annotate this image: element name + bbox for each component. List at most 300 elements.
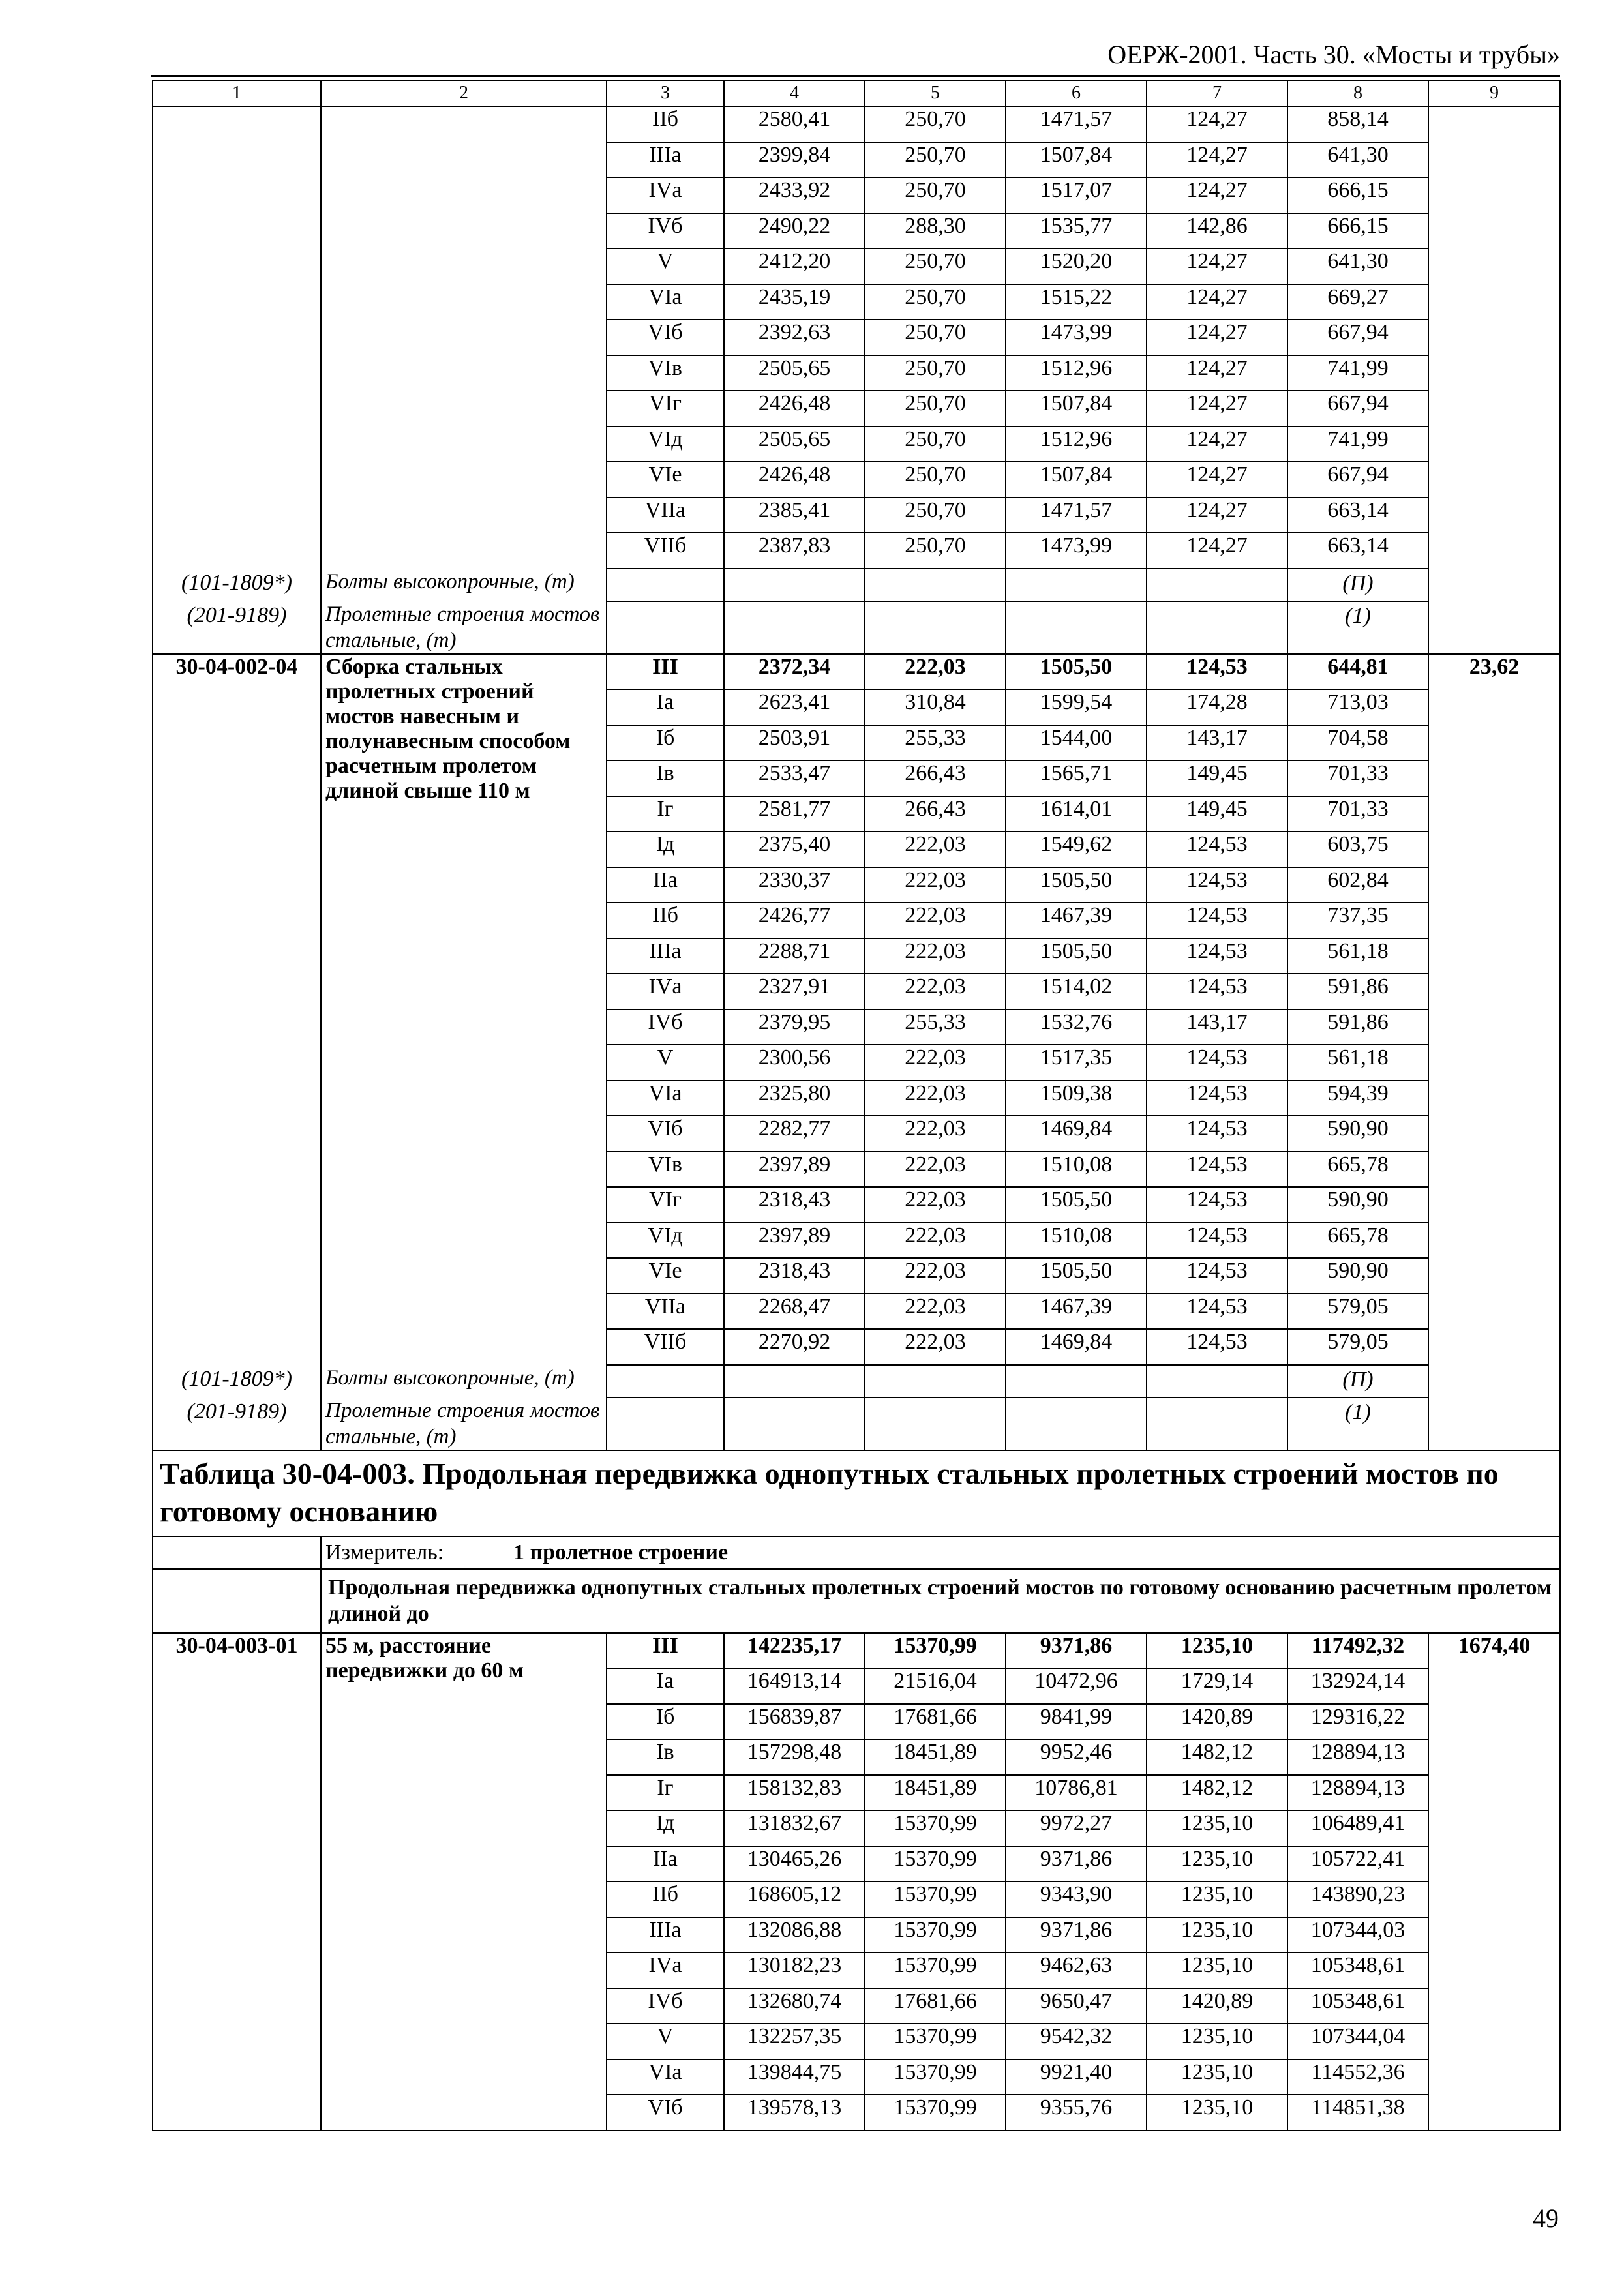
machinists-wages: 124,53 bbox=[1147, 1116, 1287, 1152]
wages: 250,70 bbox=[865, 355, 1006, 391]
total-cost: 2581,77 bbox=[724, 796, 865, 832]
total-cost: 2282,77 bbox=[724, 1116, 865, 1152]
materials: 590,90 bbox=[1287, 1187, 1428, 1223]
machines-operation: 1507,84 bbox=[1006, 142, 1147, 178]
materials: 132924,14 bbox=[1287, 1668, 1428, 1704]
materials: 701,33 bbox=[1287, 796, 1428, 832]
machinists-wages: 1729,14 bbox=[1147, 1668, 1287, 1704]
price-region: VIд bbox=[607, 426, 724, 462]
machines-operation: 1473,99 bbox=[1006, 320, 1147, 355]
price-region: Iд bbox=[607, 1810, 724, 1846]
column-number-7: 7 bbox=[1147, 80, 1287, 106]
wages: 222,03 bbox=[865, 1258, 1006, 1294]
machines-operation: 1544,00 bbox=[1006, 725, 1147, 761]
materials: 641,30 bbox=[1287, 142, 1428, 178]
machines-operation: 1507,84 bbox=[1006, 462, 1147, 498]
price-region: Iв bbox=[607, 1739, 724, 1775]
resource-name: Болты высокопрочные, (т) bbox=[321, 1365, 607, 1398]
machines-operation: 1614,01 bbox=[1006, 796, 1147, 832]
machinists-wages: 124,53 bbox=[1147, 1152, 1287, 1188]
page-number: 49 bbox=[1533, 2204, 1559, 2233]
materials: 641,30 bbox=[1287, 248, 1428, 284]
wages: 21516,04 bbox=[865, 1668, 1006, 1704]
machines-operation: 1510,08 bbox=[1006, 1223, 1147, 1259]
wages: 15370,99 bbox=[865, 1917, 1006, 1953]
labor-cost: 1674,40 bbox=[1428, 1633, 1560, 2131]
total-cost: 2385,41 bbox=[724, 498, 865, 533]
empty-cell bbox=[865, 569, 1006, 601]
price-region: IIб bbox=[607, 1881, 724, 1917]
wages: 18451,89 bbox=[865, 1739, 1006, 1775]
machines-operation: 9650,47 bbox=[1006, 1988, 1147, 2024]
machines-operation: 10472,96 bbox=[1006, 1668, 1147, 1704]
wages: 222,03 bbox=[865, 831, 1006, 867]
price-region: VIв bbox=[607, 355, 724, 391]
total-cost: 2623,41 bbox=[724, 689, 865, 725]
running-header: ОЕРЖ-2001. Часть 30. «Мосты и трубы» bbox=[1107, 40, 1560, 69]
machines-operation: 1471,57 bbox=[1006, 498, 1147, 533]
resource-ref-row bbox=[153, 569, 1560, 601]
price-region: IVб bbox=[607, 213, 724, 249]
machines-operation: 1505,50 bbox=[1006, 1187, 1147, 1223]
table-row bbox=[153, 106, 1560, 142]
total-cost: 2505,65 bbox=[724, 426, 865, 462]
total-cost: 158132,83 bbox=[724, 1775, 865, 1811]
total-cost: 164913,14 bbox=[724, 1668, 865, 1704]
column-number-3: 3 bbox=[607, 80, 724, 106]
price-region: V bbox=[607, 1045, 724, 1081]
materials: 117492,32 bbox=[1287, 1633, 1428, 1669]
materials: 602,84 bbox=[1287, 867, 1428, 903]
machines-operation: 9355,76 bbox=[1006, 2095, 1147, 2131]
total-cost: 2392,63 bbox=[724, 320, 865, 355]
wages: 222,03 bbox=[865, 654, 1006, 690]
machinists-wages: 124,27 bbox=[1147, 391, 1287, 426]
price-region: VIе bbox=[607, 462, 724, 498]
machines-operation: 1517,35 bbox=[1006, 1045, 1147, 1081]
materials: 128894,13 bbox=[1287, 1739, 1428, 1775]
machinists-wages: 1482,12 bbox=[1147, 1739, 1287, 1775]
machines-operation: 10786,81 bbox=[1006, 1775, 1147, 1811]
total-cost: 2505,65 bbox=[724, 355, 865, 391]
total-cost: 157298,48 bbox=[724, 1739, 865, 1775]
total-cost: 2397,89 bbox=[724, 1223, 865, 1259]
wages: 222,03 bbox=[865, 1294, 1006, 1330]
wages: 15370,99 bbox=[865, 1952, 1006, 1988]
wages: 222,03 bbox=[865, 1116, 1006, 1152]
table-title: Таблица 30-04-003. Продольная передвижка однопутных стальных пролетных строений мостов по готовому основанию bbox=[153, 1450, 1560, 1536]
price-region: Iа bbox=[607, 1668, 724, 1704]
rate-code: 30-04-003-01 bbox=[153, 1633, 321, 2131]
total-cost: 142235,17 bbox=[724, 1633, 865, 1669]
materials: 128894,13 bbox=[1287, 1775, 1428, 1811]
total-cost: 139844,75 bbox=[724, 2059, 865, 2095]
total-cost: 131832,67 bbox=[724, 1810, 865, 1846]
empty-cell bbox=[1147, 1398, 1287, 1450]
materials: 105348,61 bbox=[1287, 1988, 1428, 2024]
price-region: V bbox=[607, 248, 724, 284]
machines-operation: 9542,32 bbox=[1006, 2024, 1147, 2059]
price-region: VIа bbox=[607, 1081, 724, 1116]
price-region: Iв bbox=[607, 760, 724, 796]
empty-cell bbox=[1006, 569, 1147, 601]
empty-cell bbox=[607, 601, 724, 654]
table-description: Продольная передвижка однопутных стальных пролетных строений мостов по готовому основанию расчетным пролетом длиной до bbox=[321, 1569, 1560, 1633]
machinists-wages: 124,53 bbox=[1147, 938, 1287, 974]
empty-cell bbox=[1006, 1398, 1147, 1450]
total-cost: 2268,47 bbox=[724, 1294, 865, 1330]
wages: 250,70 bbox=[865, 320, 1006, 355]
machines-operation: 9841,99 bbox=[1006, 1704, 1147, 1740]
labor-cost: 23,62 bbox=[1428, 654, 1560, 1450]
materials: 561,18 bbox=[1287, 938, 1428, 974]
wages: 17681,66 bbox=[865, 1988, 1006, 2024]
total-cost: 2433,92 bbox=[724, 177, 865, 213]
price-region: IIIа bbox=[607, 938, 724, 974]
empty-cell bbox=[865, 1365, 1006, 1398]
machinists-wages: 1235,10 bbox=[1147, 1881, 1287, 1917]
machinists-wages: 124,53 bbox=[1147, 1258, 1287, 1294]
machines-operation: 9462,63 bbox=[1006, 1952, 1147, 1988]
total-cost: 2426,48 bbox=[724, 391, 865, 426]
materials: 666,15 bbox=[1287, 177, 1428, 213]
price-region: III bbox=[607, 654, 724, 690]
materials: 737,35 bbox=[1287, 903, 1428, 938]
total-cost: 2426,77 bbox=[724, 903, 865, 938]
wages: 222,03 bbox=[865, 1329, 1006, 1365]
price-region: VIд bbox=[607, 1223, 724, 1259]
machinists-wages: 1235,10 bbox=[1147, 1952, 1287, 1988]
machinists-wages: 124,53 bbox=[1147, 903, 1287, 938]
materials: 107344,03 bbox=[1287, 1917, 1428, 1953]
machinists-wages: 1235,10 bbox=[1147, 1810, 1287, 1846]
total-cost: 2330,37 bbox=[724, 867, 865, 903]
wages: 15370,99 bbox=[865, 1846, 1006, 1882]
resource-code: (101-1809*) bbox=[153, 1365, 321, 1398]
price-region: Iб bbox=[607, 725, 724, 761]
materials: 666,15 bbox=[1287, 213, 1428, 249]
meter-value: 1 пролетное строение bbox=[513, 1540, 729, 1564]
price-region: Iд bbox=[607, 831, 724, 867]
price-region: VIв bbox=[607, 1152, 724, 1188]
price-region: VIа bbox=[607, 284, 724, 320]
materials: 579,05 bbox=[1287, 1294, 1428, 1330]
empty-cell bbox=[1006, 1365, 1147, 1398]
labor-cost bbox=[1428, 106, 1560, 654]
empty-cell bbox=[1147, 569, 1287, 601]
materials: 561,18 bbox=[1287, 1045, 1428, 1081]
price-region: IVа bbox=[607, 974, 724, 1010]
wages: 266,43 bbox=[865, 796, 1006, 832]
machines-operation: 1599,54 bbox=[1006, 689, 1147, 725]
machines-operation: 1473,99 bbox=[1006, 533, 1147, 569]
wages: 250,70 bbox=[865, 248, 1006, 284]
materials: 105348,61 bbox=[1287, 1952, 1428, 1988]
machines-operation: 1514,02 bbox=[1006, 974, 1147, 1010]
price-region: VIб bbox=[607, 1116, 724, 1152]
wages: 222,03 bbox=[865, 1223, 1006, 1259]
machines-operation: 9371,86 bbox=[1006, 1917, 1147, 1953]
machines-operation: 1517,07 bbox=[1006, 177, 1147, 213]
machinists-wages: 1235,10 bbox=[1147, 1917, 1287, 1953]
empty-cell bbox=[153, 1569, 321, 1633]
total-cost: 2412,20 bbox=[724, 248, 865, 284]
price-region: VIIб bbox=[607, 533, 724, 569]
materials: 741,99 bbox=[1287, 426, 1428, 462]
meter-row bbox=[153, 1536, 1560, 1569]
wages: 250,70 bbox=[865, 391, 1006, 426]
machines-operation: 1565,71 bbox=[1006, 760, 1147, 796]
resource-name: Пролетные строения мостов стальные, (т) bbox=[321, 1398, 607, 1450]
machinists-wages: 124,53 bbox=[1147, 1223, 1287, 1259]
machinists-wages: 124,53 bbox=[1147, 1081, 1287, 1116]
materials: 858,14 bbox=[1287, 106, 1428, 142]
resource-code: (201-9189) bbox=[153, 1398, 321, 1450]
materials: 114851,38 bbox=[1287, 2095, 1428, 2131]
machines-operation: 9343,90 bbox=[1006, 1881, 1147, 1917]
wages: 15370,99 bbox=[865, 1633, 1006, 1669]
resource-ref-row bbox=[153, 1365, 1560, 1398]
machinists-wages: 124,53 bbox=[1147, 1045, 1287, 1081]
total-cost: 2318,43 bbox=[724, 1187, 865, 1223]
machinists-wages: 174,28 bbox=[1147, 689, 1287, 725]
wages: 250,70 bbox=[865, 142, 1006, 178]
empty-cell bbox=[607, 569, 724, 601]
machinists-wages: 124,27 bbox=[1147, 284, 1287, 320]
resource-name: Болты высокопрочные, (т) bbox=[321, 569, 607, 601]
machinists-wages: 124,27 bbox=[1147, 498, 1287, 533]
wages: 310,84 bbox=[865, 689, 1006, 725]
table-title-row bbox=[153, 1450, 1560, 1536]
wages: 17681,66 bbox=[865, 1704, 1006, 1740]
total-cost: 2533,47 bbox=[724, 760, 865, 796]
machines-operation: 9921,40 bbox=[1006, 2059, 1147, 2095]
machines-operation: 1507,84 bbox=[1006, 391, 1147, 426]
machines-operation: 1512,96 bbox=[1006, 355, 1147, 391]
wages: 222,03 bbox=[865, 1045, 1006, 1081]
machines-operation: 1467,39 bbox=[1006, 903, 1147, 938]
total-cost: 132086,88 bbox=[724, 1917, 865, 1953]
wages: 250,70 bbox=[865, 177, 1006, 213]
rate-code: 30-04-002-04 bbox=[153, 654, 321, 1365]
materials: 665,78 bbox=[1287, 1152, 1428, 1188]
price-region: Iб bbox=[607, 1704, 724, 1740]
rates-table bbox=[152, 80, 1561, 2131]
materials: 129316,22 bbox=[1287, 1704, 1428, 1740]
price-region: VIг bbox=[607, 1187, 724, 1223]
price-region: IVа bbox=[607, 1952, 724, 1988]
column-number-2: 2 bbox=[321, 80, 607, 106]
machines-operation: 1532,76 bbox=[1006, 1010, 1147, 1045]
wages: 18451,89 bbox=[865, 1775, 1006, 1811]
machines-operation: 9371,86 bbox=[1006, 1633, 1147, 1669]
price-region: IIа bbox=[607, 867, 724, 903]
price-region: Iа bbox=[607, 689, 724, 725]
wages: 15370,99 bbox=[865, 1881, 1006, 1917]
work-name: 55 м, расстояние передвижки до 60 м bbox=[321, 1633, 607, 2131]
total-cost: 2379,95 bbox=[724, 1010, 865, 1045]
total-cost: 156839,87 bbox=[724, 1704, 865, 1740]
resource-unit: (П) bbox=[1287, 1365, 1428, 1398]
column-numbers-row bbox=[153, 80, 1560, 106]
total-cost: 130465,26 bbox=[724, 1846, 865, 1882]
empty-cell bbox=[724, 1398, 865, 1450]
meter bbox=[321, 1536, 1560, 1569]
empty-cell bbox=[607, 1398, 724, 1450]
machinists-wages: 124,27 bbox=[1147, 142, 1287, 178]
price-region: V bbox=[607, 2024, 724, 2059]
empty-cell bbox=[865, 601, 1006, 654]
empty-cell bbox=[153, 1536, 321, 1569]
price-region: IVб bbox=[607, 1988, 724, 2024]
machines-operation: 1469,84 bbox=[1006, 1329, 1147, 1365]
materials: 704,58 bbox=[1287, 725, 1428, 761]
materials: 667,94 bbox=[1287, 320, 1428, 355]
total-cost: 2270,92 bbox=[724, 1329, 865, 1365]
total-cost: 2503,91 bbox=[724, 725, 865, 761]
machinists-wages: 124,53 bbox=[1147, 867, 1287, 903]
machinists-wages: 124,27 bbox=[1147, 533, 1287, 569]
price-region: IVа bbox=[607, 177, 724, 213]
wages: 250,70 bbox=[865, 462, 1006, 498]
machines-operation: 1505,50 bbox=[1006, 1258, 1147, 1294]
wages: 250,70 bbox=[865, 533, 1006, 569]
wages: 222,03 bbox=[865, 903, 1006, 938]
total-cost: 2288,71 bbox=[724, 938, 865, 974]
machines-operation: 9371,86 bbox=[1006, 1846, 1147, 1882]
resource-unit: (1) bbox=[1287, 601, 1428, 654]
wages: 15370,99 bbox=[865, 2095, 1006, 2131]
total-cost: 139578,13 bbox=[724, 2095, 865, 2131]
materials: 644,81 bbox=[1287, 654, 1428, 690]
total-cost: 2435,19 bbox=[724, 284, 865, 320]
materials: 590,90 bbox=[1287, 1116, 1428, 1152]
materials: 701,33 bbox=[1287, 760, 1428, 796]
total-cost: 2375,40 bbox=[724, 831, 865, 867]
machinists-wages: 124,53 bbox=[1147, 1187, 1287, 1223]
machinists-wages: 1235,10 bbox=[1147, 2095, 1287, 2131]
total-cost: 2387,83 bbox=[724, 533, 865, 569]
machines-operation: 1509,38 bbox=[1006, 1081, 1147, 1116]
materials: 667,94 bbox=[1287, 391, 1428, 426]
machinists-wages: 149,45 bbox=[1147, 796, 1287, 832]
price-region: VIе bbox=[607, 1258, 724, 1294]
empty-cell bbox=[1147, 1365, 1287, 1398]
column-number-5: 5 bbox=[865, 80, 1006, 106]
machinists-wages: 124,27 bbox=[1147, 462, 1287, 498]
price-region: VIб bbox=[607, 2095, 724, 2131]
empty-cell bbox=[607, 1365, 724, 1398]
resource-code: (201-9189) bbox=[153, 601, 321, 654]
wages: 250,70 bbox=[865, 284, 1006, 320]
column-number-4: 4 bbox=[724, 80, 865, 106]
total-cost: 132680,74 bbox=[724, 1988, 865, 2024]
wages: 250,70 bbox=[865, 426, 1006, 462]
machinists-wages: 143,17 bbox=[1147, 725, 1287, 761]
price-region: III bbox=[607, 1633, 724, 1669]
total-cost: 2490,22 bbox=[724, 213, 865, 249]
machines-operation: 9972,27 bbox=[1006, 1810, 1147, 1846]
empty-cell bbox=[724, 569, 865, 601]
wages: 250,70 bbox=[865, 106, 1006, 142]
wages: 222,03 bbox=[865, 938, 1006, 974]
wages: 250,70 bbox=[865, 498, 1006, 533]
materials: 107344,04 bbox=[1287, 2024, 1428, 2059]
machinists-wages: 143,17 bbox=[1147, 1010, 1287, 1045]
resource-code: (101-1809*) bbox=[153, 569, 321, 601]
resource-unit: (1) bbox=[1287, 1398, 1428, 1450]
machinists-wages: 124,27 bbox=[1147, 320, 1287, 355]
table-row bbox=[153, 1633, 1560, 1669]
price-region: IIб bbox=[607, 903, 724, 938]
machinists-wages: 1235,10 bbox=[1147, 2024, 1287, 2059]
machinists-wages: 124,27 bbox=[1147, 177, 1287, 213]
column-number-8: 8 bbox=[1287, 80, 1428, 106]
machinists-wages: 124,53 bbox=[1147, 974, 1287, 1010]
total-cost: 132257,35 bbox=[724, 2024, 865, 2059]
wages: 222,03 bbox=[865, 1187, 1006, 1223]
machines-operation: 1469,84 bbox=[1006, 1116, 1147, 1152]
resource-name: Пролетные строения мостов стальные, (т) bbox=[321, 601, 607, 654]
price-region: VIIа bbox=[607, 498, 724, 533]
resource-ref-row bbox=[153, 601, 1560, 654]
table-row bbox=[153, 654, 1560, 690]
machinists-wages: 124,27 bbox=[1147, 355, 1287, 391]
materials: 603,75 bbox=[1287, 831, 1428, 867]
total-cost: 2397,89 bbox=[724, 1152, 865, 1188]
materials: 590,90 bbox=[1287, 1258, 1428, 1294]
wages: 255,33 bbox=[865, 725, 1006, 761]
machinists-wages: 124,27 bbox=[1147, 426, 1287, 462]
description-row bbox=[153, 1569, 1560, 1633]
materials: 741,99 bbox=[1287, 355, 1428, 391]
total-cost: 2399,84 bbox=[724, 142, 865, 178]
machinists-wages: 1235,10 bbox=[1147, 2059, 1287, 2095]
wages: 255,33 bbox=[865, 1010, 1006, 1045]
materials: 591,86 bbox=[1287, 1010, 1428, 1045]
price-region: IIа bbox=[607, 1846, 724, 1882]
materials: 105722,41 bbox=[1287, 1846, 1428, 1882]
materials: 713,03 bbox=[1287, 689, 1428, 725]
price-region: VIг bbox=[607, 391, 724, 426]
column-number-9: 9 bbox=[1428, 80, 1560, 106]
machines-operation: 9952,46 bbox=[1006, 1739, 1147, 1775]
wages: 222,03 bbox=[865, 867, 1006, 903]
wages: 15370,99 bbox=[865, 2059, 1006, 2095]
price-region: IIIа bbox=[607, 142, 724, 178]
resource-ref-row bbox=[153, 1398, 1560, 1450]
machines-operation: 1505,50 bbox=[1006, 654, 1147, 690]
materials: 106489,41 bbox=[1287, 1810, 1428, 1846]
machinists-wages: 124,53 bbox=[1147, 654, 1287, 690]
price-region: IIб bbox=[607, 106, 724, 142]
resource-unit: (П) bbox=[1287, 569, 1428, 601]
materials: 663,14 bbox=[1287, 533, 1428, 569]
machinists-wages: 124,53 bbox=[1147, 1294, 1287, 1330]
total-cost: 2300,56 bbox=[724, 1045, 865, 1081]
empty-cell bbox=[865, 1398, 1006, 1450]
meter-label: Измеритель: bbox=[325, 1540, 444, 1564]
machines-operation: 1505,50 bbox=[1006, 938, 1147, 974]
materials: 594,39 bbox=[1287, 1081, 1428, 1116]
empty-cell bbox=[724, 1365, 865, 1398]
machinists-wages: 124,53 bbox=[1147, 1329, 1287, 1365]
empty-cell bbox=[1147, 601, 1287, 654]
total-cost: 2327,91 bbox=[724, 974, 865, 1010]
wages: 222,03 bbox=[865, 1081, 1006, 1116]
wages: 15370,99 bbox=[865, 1810, 1006, 1846]
machines-operation: 1471,57 bbox=[1006, 106, 1147, 142]
